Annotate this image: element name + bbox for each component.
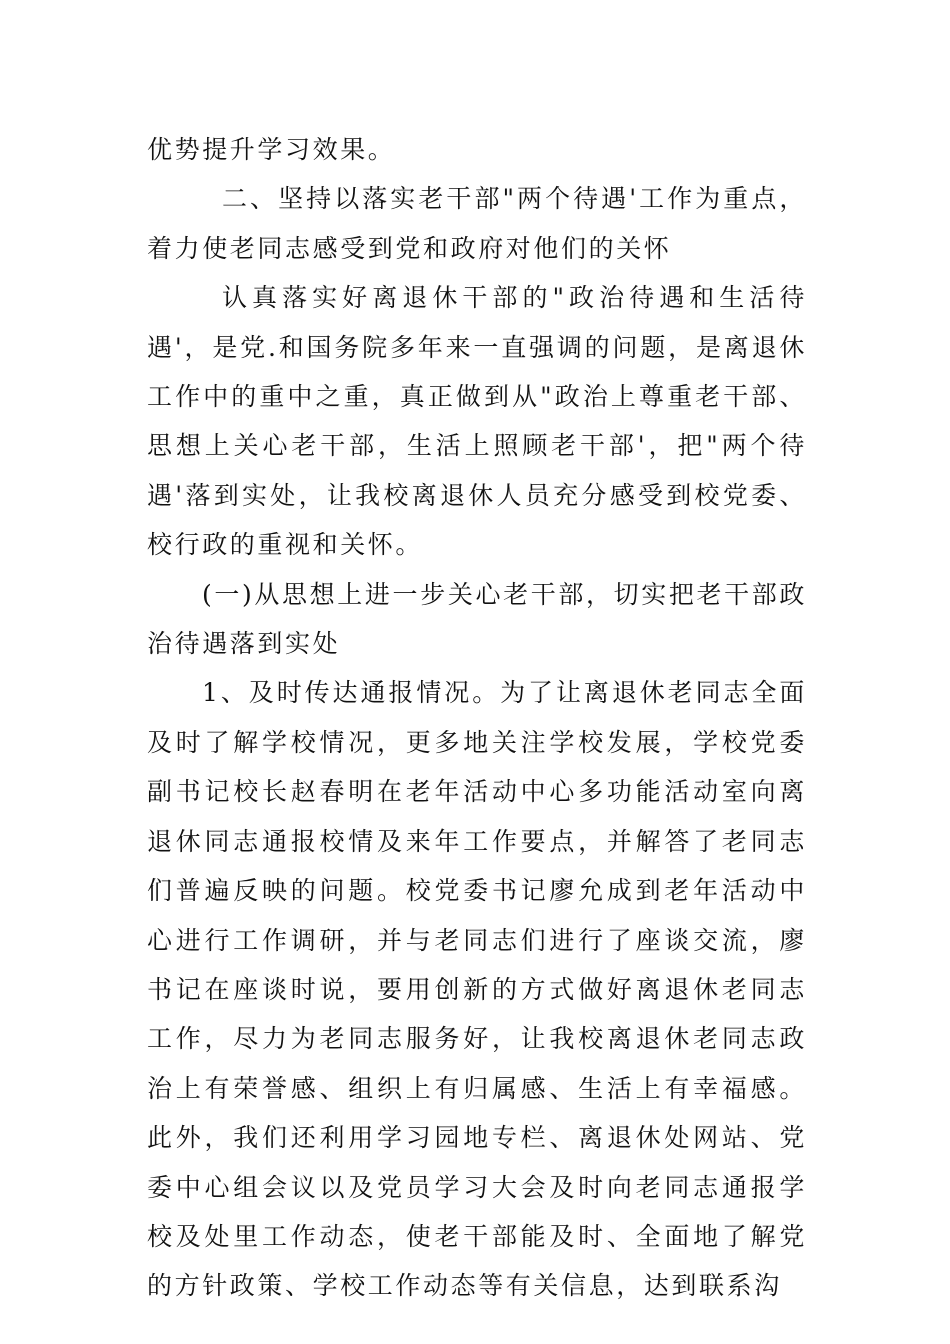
subsection-heading-one: (一)从思想上进一步关心老干部，切实把老干部政治待遇落到实处 <box>147 579 807 659</box>
paragraph-item-one: 1、及时传达通报情况。为了让离退休老同志全面及时了解学校情况，更多地关注学校发展，学校党委副书记校长赵春明在老年活动中心多功能活动室向离退休同志通报校情及来年工作要点，并解答了老同志们普遍反映的问题。校党委书记廖允成到老年活动中心进行工作调研，并与老同志们进行了座谈交流，廖书记在座谈时说，要用创新的方式做好离退休老同志工作，尽力为老同志服务好，让我校离退休老同志政治上有荣誉感、组织上有归属感、生活上有幸福感。此外，我们还利用学习园地专栏、离退休处网站、党委中心组会议以及党员学习大会及时向老同志通报学校及处里工作动态，使老干部能及时、全面地了解党的方针政策、学校工作动态等有关信息，达到联系沟 <box>147 678 807 1301</box>
section-heading-two: 二、坚持以落实老干部"两个待遇'工作为重点，着力使老同志感受到党和政府对他们的关怀 <box>147 184 807 263</box>
paragraph-two-treatments: 认真落实好离退休干部的"政治待遇和生活待遇'，是党.和国务院多年来一直强调的问题，是离退休工作中的重中之重，真正做到从"政治上尊重老干部、思想上关心老干部，生活上照顾老干部'，把"两个待遇'落到实处，让我校离退休人员充分感受到校党委、校行政的重视和关怀。 <box>147 283 807 560</box>
paragraph-continuation: 优势提升学习效果。 <box>147 135 396 164</box>
document-body <box>147 125 807 1311</box>
